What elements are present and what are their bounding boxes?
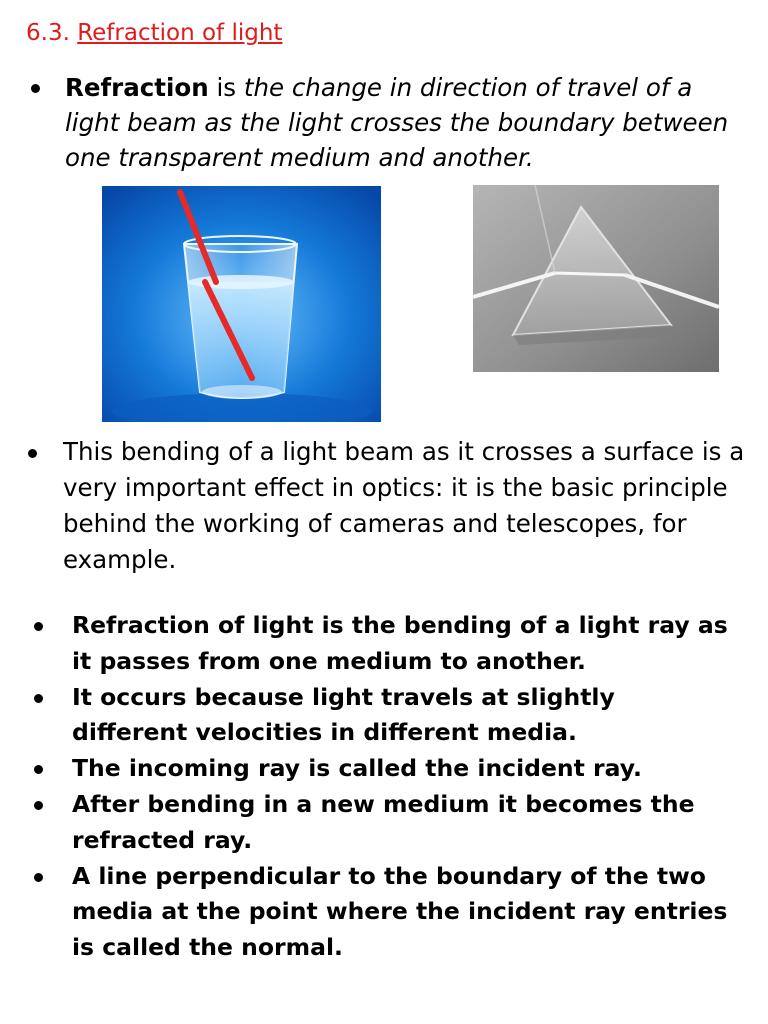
section-number: 6.3. bbox=[26, 20, 70, 46]
prism-refraction-image bbox=[473, 185, 719, 372]
key-points-list bbox=[0, 608, 768, 966]
paragraph-text: This bending of a light beam as it crosses a surface is a very important effect in optics: it is the basic principle behind the working of cameras and telescopes, for example. bbox=[63, 437, 745, 574]
bullet-dot bbox=[34, 801, 43, 810]
section-heading bbox=[26, 20, 282, 46]
section-title: Refraction of light bbox=[77, 20, 283, 46]
definition-term: Refraction bbox=[65, 73, 209, 102]
straw-in-water-image bbox=[102, 186, 381, 422]
list-item-text: After bending in a new medium it becomes the refracted ray. bbox=[72, 789, 695, 854]
definition-text bbox=[65, 70, 745, 175]
list-item-text: It occurs because light travels at slightly different velocities in different media. bbox=[72, 682, 615, 747]
list-item bbox=[0, 608, 768, 680]
bullet-dot bbox=[34, 622, 43, 631]
list-item bbox=[0, 787, 768, 859]
bullet-dot bbox=[34, 694, 43, 703]
bullet-dot bbox=[31, 84, 40, 93]
list-item-text: Refraction of light is the bending of a light ray as it passes from one medium to another. bbox=[72, 611, 728, 675]
list-item-text: A line perpendicular to the boundary of the two media at the point where the incident ray entries is called the normal. bbox=[72, 861, 728, 962]
list-item bbox=[0, 751, 768, 787]
bullet-dot bbox=[34, 873, 43, 882]
list-item bbox=[0, 680, 768, 752]
bullet-dot bbox=[34, 765, 43, 774]
bullet-dot bbox=[28, 449, 37, 458]
list-item bbox=[0, 859, 768, 966]
definition-body: the change in direction of travel of a light beam as the light crosses the boundary between one transparent medium and another. bbox=[65, 73, 729, 172]
list-item-text: The incoming ray is called the incident ray. bbox=[72, 754, 642, 783]
definition-connector: is bbox=[216, 73, 237, 102]
